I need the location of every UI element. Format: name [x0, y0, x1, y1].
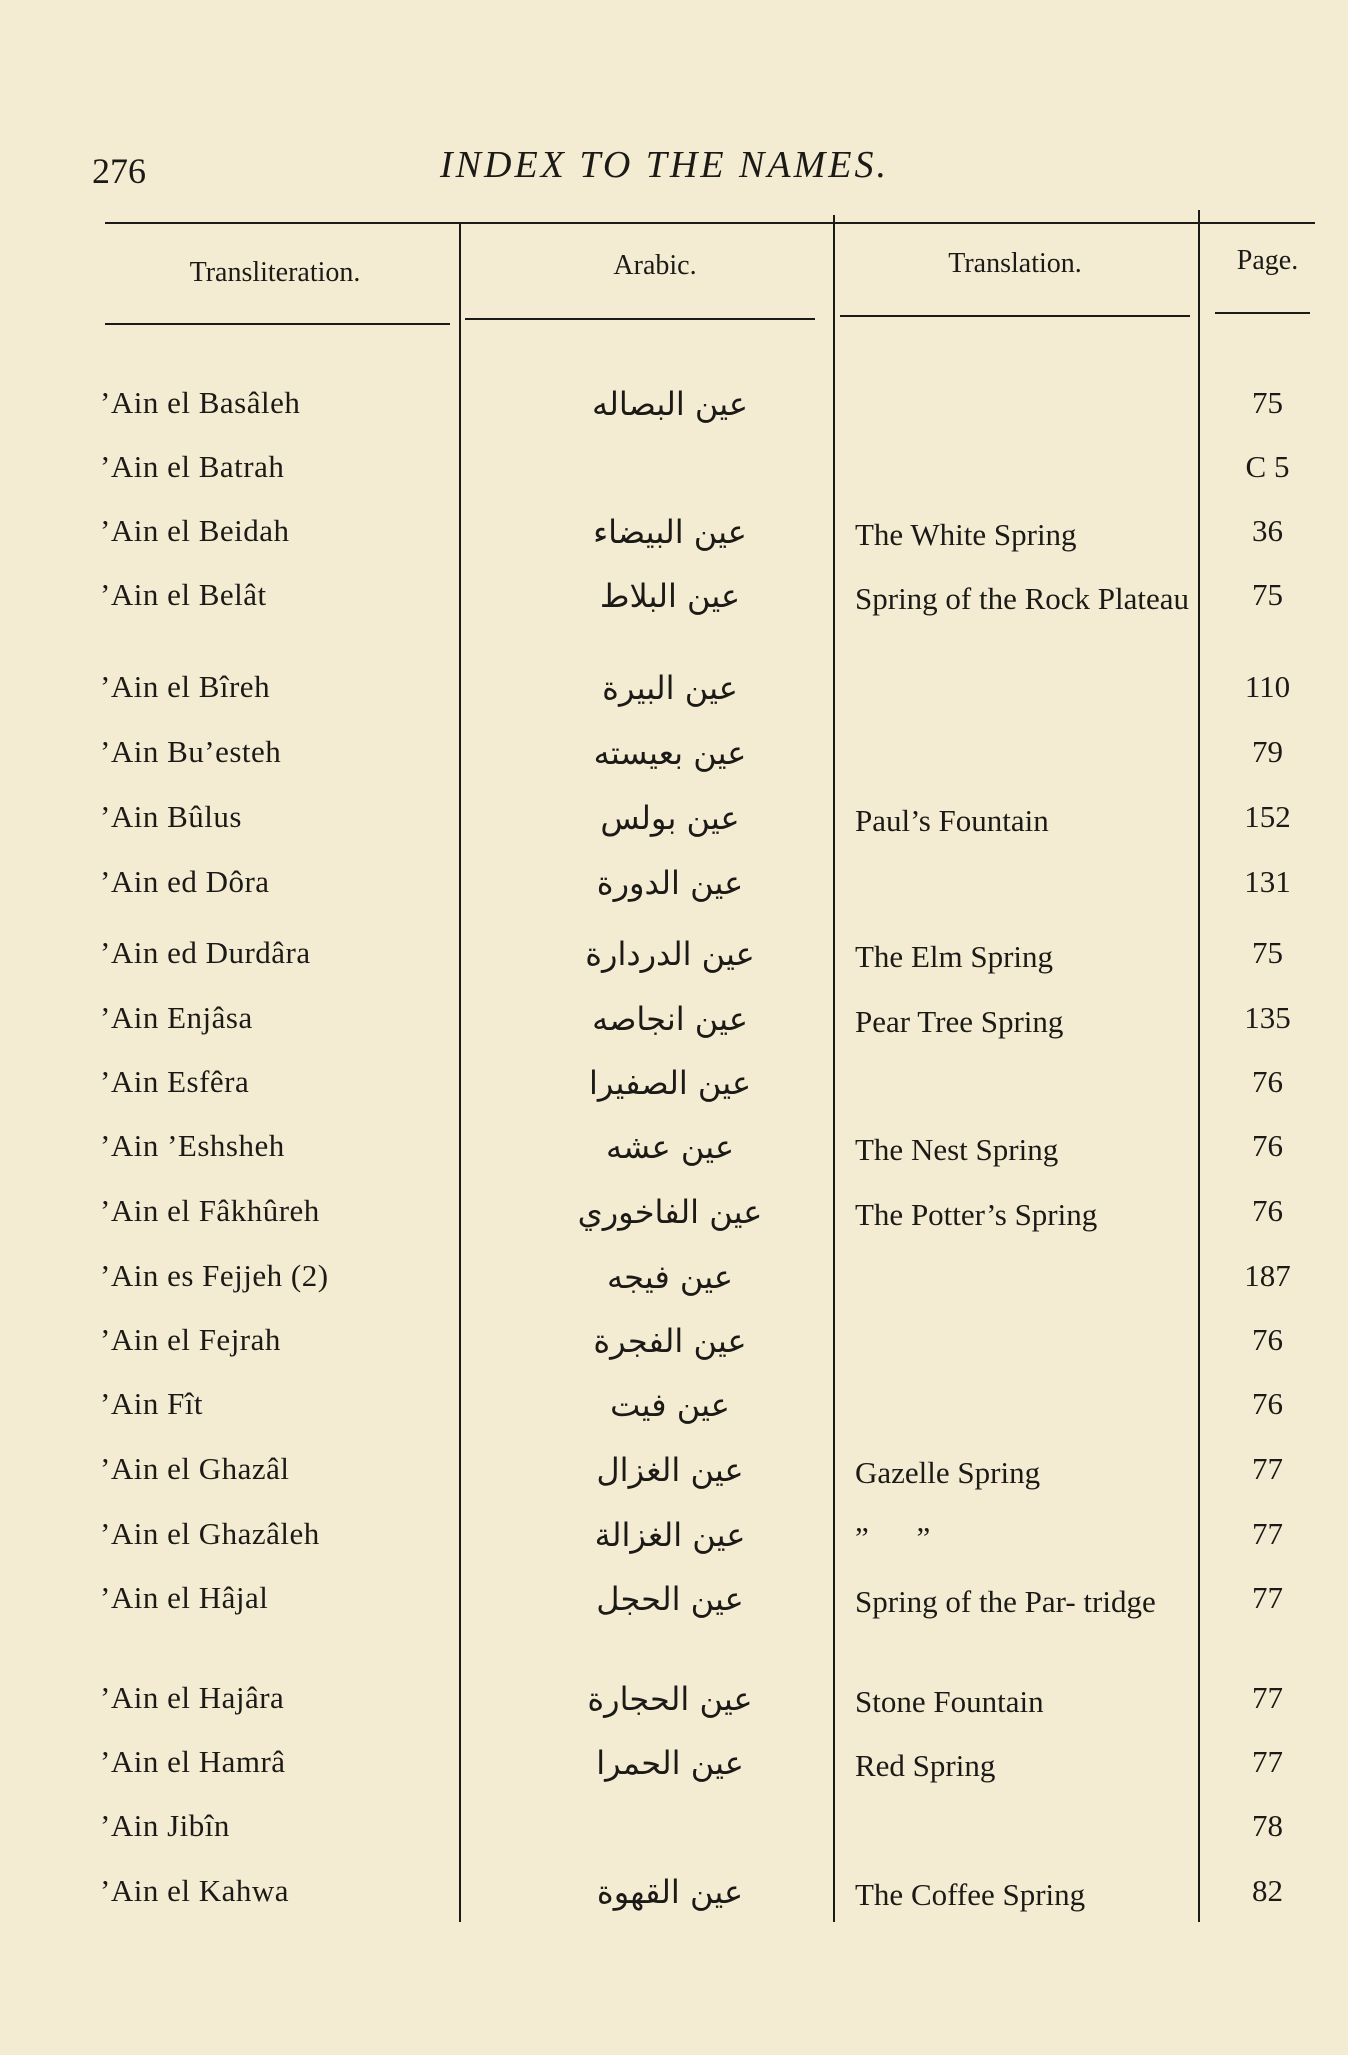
header-underline-transliteration — [105, 323, 450, 325]
header-underline-arabic — [465, 318, 815, 320]
table-row — [0, 935, 1348, 999]
page-cell: 131 — [1244, 864, 1291, 899]
arabic-cell: عين القهوة — [596, 1873, 744, 1911]
translation-cell: Paul’s Fountain — [855, 803, 1049, 838]
page-cell: 75 — [1252, 577, 1283, 612]
header-transliteration: Transliteration. — [189, 257, 361, 288]
transliteration-cell: ’Ain el Belât — [100, 577, 267, 612]
arabic-cell: عين الدردارة — [585, 935, 755, 973]
arabic-cell: عين البيضاء — [593, 513, 747, 551]
transliteration-cell: ’Ain Enjâsa — [100, 1000, 253, 1035]
header-underline-page — [1215, 312, 1310, 314]
translation-cell: ” ” — [855, 1520, 931, 1555]
arabic-cell: عين فيت — [610, 1386, 730, 1424]
table-row — [0, 799, 1348, 863]
header-page: Page. — [1236, 245, 1299, 276]
page-cell: 77 — [1252, 1744, 1283, 1779]
table-row — [0, 577, 1348, 641]
translation-cell: The Coffee Spring — [855, 1877, 1086, 1912]
arabic-cell: عين فيجه — [606, 1258, 734, 1296]
table-row — [0, 1744, 1348, 1808]
table-row — [0, 1873, 1348, 1937]
transliteration-cell: ’Ain el Hamrâ — [100, 1744, 286, 1779]
transliteration-cell: ’Ain el Bîreh — [100, 669, 271, 704]
page-cell: 78 — [1252, 1808, 1283, 1843]
page-cell: 77 — [1252, 1451, 1283, 1486]
arabic-cell: عين الفجرة — [593, 1322, 747, 1360]
arabic-cell: عين الغزالة — [594, 1516, 746, 1554]
page-cell: 152 — [1244, 799, 1291, 834]
table-row — [0, 734, 1348, 798]
transliteration-cell: ’Ain ed Durdâra — [100, 935, 311, 970]
transliteration-cell: ’Ain Bu’esteh — [100, 734, 282, 769]
arabic-cell: عين بعيسته — [593, 734, 747, 772]
table-row — [0, 1808, 1348, 1872]
translation-cell: Stone Fountain — [855, 1684, 1044, 1719]
header-translation: Translation. — [948, 248, 1082, 279]
page-cell: 75 — [1252, 935, 1283, 970]
translation-cell: The Nest Spring — [855, 1132, 1059, 1167]
header-arabic: Arabic. — [613, 250, 697, 281]
page-cell: 76 — [1252, 1128, 1283, 1163]
transliteration-cell: ’Ain Fît — [100, 1386, 204, 1421]
arabic-cell: عين الحجارة — [587, 1680, 753, 1718]
translation-cell: The Potter’s Spring — [855, 1197, 1098, 1232]
page-cell: C 5 — [1245, 449, 1290, 484]
table-row — [0, 1451, 1348, 1515]
page-cell: 76 — [1252, 1322, 1283, 1357]
transliteration-cell: ’Ain el Fâkhûreh — [100, 1193, 320, 1228]
table-top-rule — [105, 222, 1315, 224]
translation-cell: Spring of the Par- tridge — [855, 1584, 1156, 1619]
table-row — [0, 669, 1348, 733]
page-cell: 77 — [1252, 1516, 1283, 1551]
translation-cell: The Elm Spring — [855, 939, 1054, 974]
table-row — [0, 449, 1348, 513]
arabic-cell: عين بولس — [600, 799, 740, 837]
table-row — [0, 1516, 1348, 1580]
transliteration-cell: ’Ain Bûlus — [100, 799, 242, 834]
page-cell: 75 — [1252, 385, 1283, 420]
transliteration-cell: ’Ain el Batrah — [100, 449, 285, 484]
table-row — [0, 1064, 1348, 1128]
translation-cell: Red Spring — [855, 1748, 996, 1783]
table-row — [0, 1258, 1348, 1322]
arabic-cell: عين البلاط — [599, 577, 741, 615]
page-cell: 76 — [1252, 1193, 1283, 1228]
transliteration-cell: ’Ain el Kahwa — [100, 1873, 289, 1908]
arabic-cell: عين عشه — [605, 1128, 735, 1166]
page-cell: 77 — [1252, 1580, 1283, 1615]
table-row — [0, 1128, 1348, 1192]
transliteration-cell: ’Ain el Fejrah — [100, 1322, 281, 1357]
table-row — [0, 1680, 1348, 1744]
transliteration-cell: ’Ain el Ghazâleh — [100, 1516, 320, 1551]
translation-cell: Gazelle Spring — [855, 1455, 1041, 1490]
header-underline-translation — [840, 315, 1190, 317]
page-cell: 110 — [1244, 669, 1291, 704]
arabic-cell: عين الدورة — [596, 864, 744, 902]
table-row — [0, 513, 1348, 577]
table-row — [0, 1193, 1348, 1257]
translation-cell: Pear Tree Spring — [855, 1004, 1064, 1039]
table-row — [0, 1580, 1348, 1644]
arabic-cell: عين الحجل — [596, 1580, 744, 1618]
table-row — [0, 1000, 1348, 1064]
transliteration-cell: ’Ain el Ghazâl — [100, 1451, 290, 1486]
page-cell: 135 — [1244, 1000, 1291, 1035]
arabic-cell: عين الفاخوري — [577, 1193, 763, 1231]
transliteration-cell: ’Ain ed Dôra — [100, 864, 270, 899]
table-row — [0, 864, 1348, 928]
page-cell: 187 — [1244, 1258, 1291, 1293]
page-cell: 76 — [1252, 1064, 1283, 1099]
transliteration-cell: ’Ain el Hâjal — [100, 1580, 269, 1615]
transliteration-cell: ’Ain el Basâleh — [100, 385, 301, 420]
arabic-cell: عين البيرة — [602, 669, 738, 707]
transliteration-cell: ’Ain es Fejjeh (2) — [100, 1258, 329, 1293]
arabic-cell: عين البصاله — [592, 385, 748, 423]
translation-cell: Spring of the Rock Plateau — [855, 581, 1190, 616]
page-number: 276 — [92, 151, 146, 191]
arabic-cell: عين انجاصه — [592, 1000, 748, 1038]
transliteration-cell: ’Ain ’Eshsheh — [100, 1128, 285, 1163]
translation-cell: The White Spring — [855, 517, 1077, 552]
table-row — [0, 1322, 1348, 1386]
transliteration-cell: ’Ain el Hajâra — [100, 1680, 285, 1715]
transliteration-cell: ’Ain Esfêra — [100, 1064, 250, 1099]
page-cell: 77 — [1252, 1680, 1283, 1715]
arabic-cell: عين الصفيرا — [588, 1064, 752, 1102]
page-cell: 79 — [1252, 734, 1283, 769]
page-cell: 76 — [1252, 1386, 1283, 1421]
page-cell: 36 — [1252, 513, 1283, 548]
arabic-cell: عين الحمرا — [596, 1744, 744, 1782]
running-head: INDEX TO THE NAMES. — [440, 144, 889, 186]
transliteration-cell: ’Ain el Beidah — [100, 513, 290, 548]
transliteration-cell: ’Ain Jibîn — [100, 1808, 230, 1843]
arabic-cell: عين الغزال — [596, 1451, 744, 1489]
page-cell: 82 — [1252, 1873, 1283, 1908]
table-row — [0, 1386, 1348, 1450]
table-row — [0, 385, 1348, 449]
